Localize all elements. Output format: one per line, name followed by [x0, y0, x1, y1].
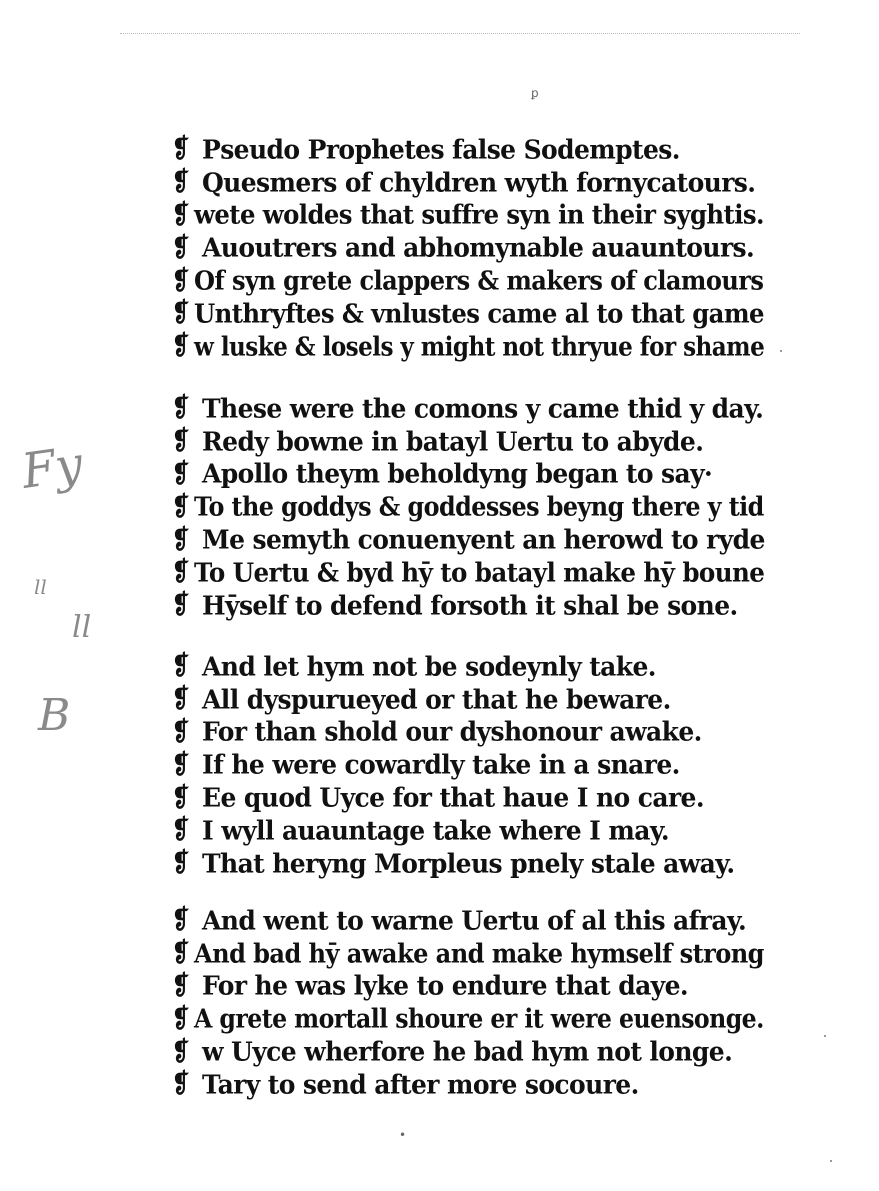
- verse-text: Pseudo Prophetes false Sodemptes.: [202, 134, 680, 165]
- verse-text: And let hym not be sodeynly take.: [202, 651, 656, 682]
- verse-text: All dyspurueyed or that he beware.: [202, 683, 671, 715]
- page-foot-mark: •: [399, 1128, 407, 1142]
- verse-line: [172, 231, 772, 264]
- pilcrow-icon: ❡: [172, 1003, 190, 1034]
- margin-annotation: ll: [34, 575, 47, 599]
- pilcrow-icon: ❡: [172, 298, 190, 329]
- verse-text: Quesmers of chyldren wyth fornycatours.: [202, 166, 756, 198]
- pilcrow-icon: ❡: [172, 905, 190, 936]
- pilcrow-icon: ❡: [172, 167, 190, 198]
- verse-line: [172, 490, 772, 523]
- verse-line: [172, 199, 772, 232]
- pilcrow-icon: ❡: [172, 684, 190, 715]
- scan-speck: [830, 1160, 832, 1162]
- verse-line: [172, 1035, 772, 1068]
- verse-line: [172, 330, 772, 363]
- verse-line: [172, 748, 772, 781]
- pilcrow-icon: ❡: [172, 970, 190, 1001]
- pilcrow-icon: ❡: [172, 393, 190, 424]
- verse-line: [172, 523, 772, 556]
- verse-text: For he was lyke to endure that daye.: [202, 970, 689, 1002]
- verse-line: [172, 650, 772, 683]
- verse-line: [172, 781, 772, 814]
- verse-text: w Uyce wherfore he bad hym not longe.: [202, 1036, 733, 1067]
- margin-annotation: Fy: [18, 436, 87, 500]
- verse-text: Apollo theym beholdyng began to say·: [202, 458, 713, 490]
- verse-line: [172, 425, 772, 458]
- pilcrow-icon: ❡: [172, 265, 190, 296]
- verse-line: [172, 556, 772, 589]
- verse-text: Unthryftes & vnlustes came al to that game: [193, 298, 764, 329]
- verse-line: [172, 458, 772, 491]
- verse-text: w luske & losels y might not thryue for shame: [193, 330, 765, 362]
- verse-line: [172, 904, 772, 937]
- pilcrow-icon: ❡: [172, 651, 190, 682]
- pilcrow-icon: ❡: [172, 848, 190, 879]
- pilcrow-icon: ❡: [172, 815, 190, 846]
- verse-text: Of syn grete clappers & makers of clamours: [193, 265, 764, 296]
- verse-text: I wyll auauntage take where I may.: [202, 815, 669, 846]
- pilcrow-icon: ❡: [172, 716, 190, 747]
- verse-line: [172, 716, 772, 749]
- pilcrow-icon: ❡: [172, 134, 190, 165]
- margin-annotation: B: [38, 690, 71, 741]
- verse-line: [172, 166, 772, 199]
- verse-text: To the goddys & goddesses beyng there y tid: [193, 491, 764, 523]
- stanza: [172, 904, 772, 1101]
- verse-text: To Uertu & byd hȳ to batayl make hȳ boune: [193, 557, 765, 588]
- pilcrow-icon: ❡: [172, 491, 190, 522]
- pilcrow-icon: ❡: [172, 1036, 190, 1067]
- verse-text: Hȳself to defend forsoth it shal be sone.: [202, 589, 738, 621]
- verse-text: These were the comons y came thid y day.: [202, 393, 764, 424]
- pilcrow-icon: ❡: [172, 557, 190, 588]
- pilcrow-icon: ❡: [172, 458, 190, 489]
- pilcrow-icon: ❡: [172, 426, 190, 457]
- verse-text: If he were cowardly take in a snare.: [202, 749, 680, 781]
- verse-line: [172, 847, 772, 880]
- verse-line: [172, 133, 772, 166]
- verse-line: [172, 297, 772, 330]
- pilcrow-icon: ❡: [172, 590, 190, 621]
- verse-line: [172, 937, 772, 970]
- verse-text: wete woldes that suffre syn in their syghtis.: [193, 199, 764, 231]
- pilcrow-icon: ❡: [172, 782, 190, 813]
- pilcrow-icon: ❡: [172, 232, 190, 263]
- verse-text: Ee quod Uyce for that haue I no care.: [202, 782, 704, 813]
- verse-line: [172, 683, 772, 716]
- pilcrow-icon: ❡: [172, 1069, 190, 1100]
- verse-line: [172, 264, 772, 297]
- verse-line: [172, 589, 772, 622]
- pilcrow-icon: ❡: [172, 938, 190, 969]
- pilcrow-icon: ❡: [172, 524, 190, 555]
- page-signature-mark: ꝑ: [531, 86, 539, 100]
- verse-text: Auoutrers and abhomynable auauntours.: [202, 232, 755, 264]
- pilcrow-icon: ❡: [172, 199, 190, 230]
- verse-line: [172, 970, 772, 1003]
- scan-speck: [780, 350, 782, 352]
- verse-line: [172, 392, 772, 425]
- margin-annotation: ll: [72, 610, 92, 645]
- verse-line: [172, 1002, 772, 1035]
- verse-text: Tary to send after more socoure.: [202, 1069, 639, 1100]
- verse-line: [172, 1068, 772, 1101]
- verse-text: For than shold our dyshonour awake.: [202, 716, 702, 748]
- scan-speck: [824, 1035, 826, 1037]
- pilcrow-icon: ❡: [172, 749, 190, 780]
- verse-text: And bad hȳ awake and make hymself strong: [193, 937, 764, 969]
- verse-text: Me semyth conuenyent an herowd to ryde: [202, 524, 765, 555]
- stanza: [172, 133, 772, 363]
- pilcrow-icon: ❡: [172, 331, 190, 362]
- verse-line: [172, 814, 772, 847]
- verse-text: That heryng Morpleus pnely stale away.: [202, 847, 735, 879]
- stanza: [172, 392, 772, 622]
- verse-text: A grete mortall shoure er it were euensonge.: [193, 1003, 764, 1035]
- page-edge-shadow: [120, 33, 800, 34]
- verse-text: Redy bowne in batayl Uertu to abyde.: [202, 425, 704, 457]
- verse-text: And went to warne Uertu of al this afray.: [202, 905, 747, 936]
- stanza: [172, 650, 772, 880]
